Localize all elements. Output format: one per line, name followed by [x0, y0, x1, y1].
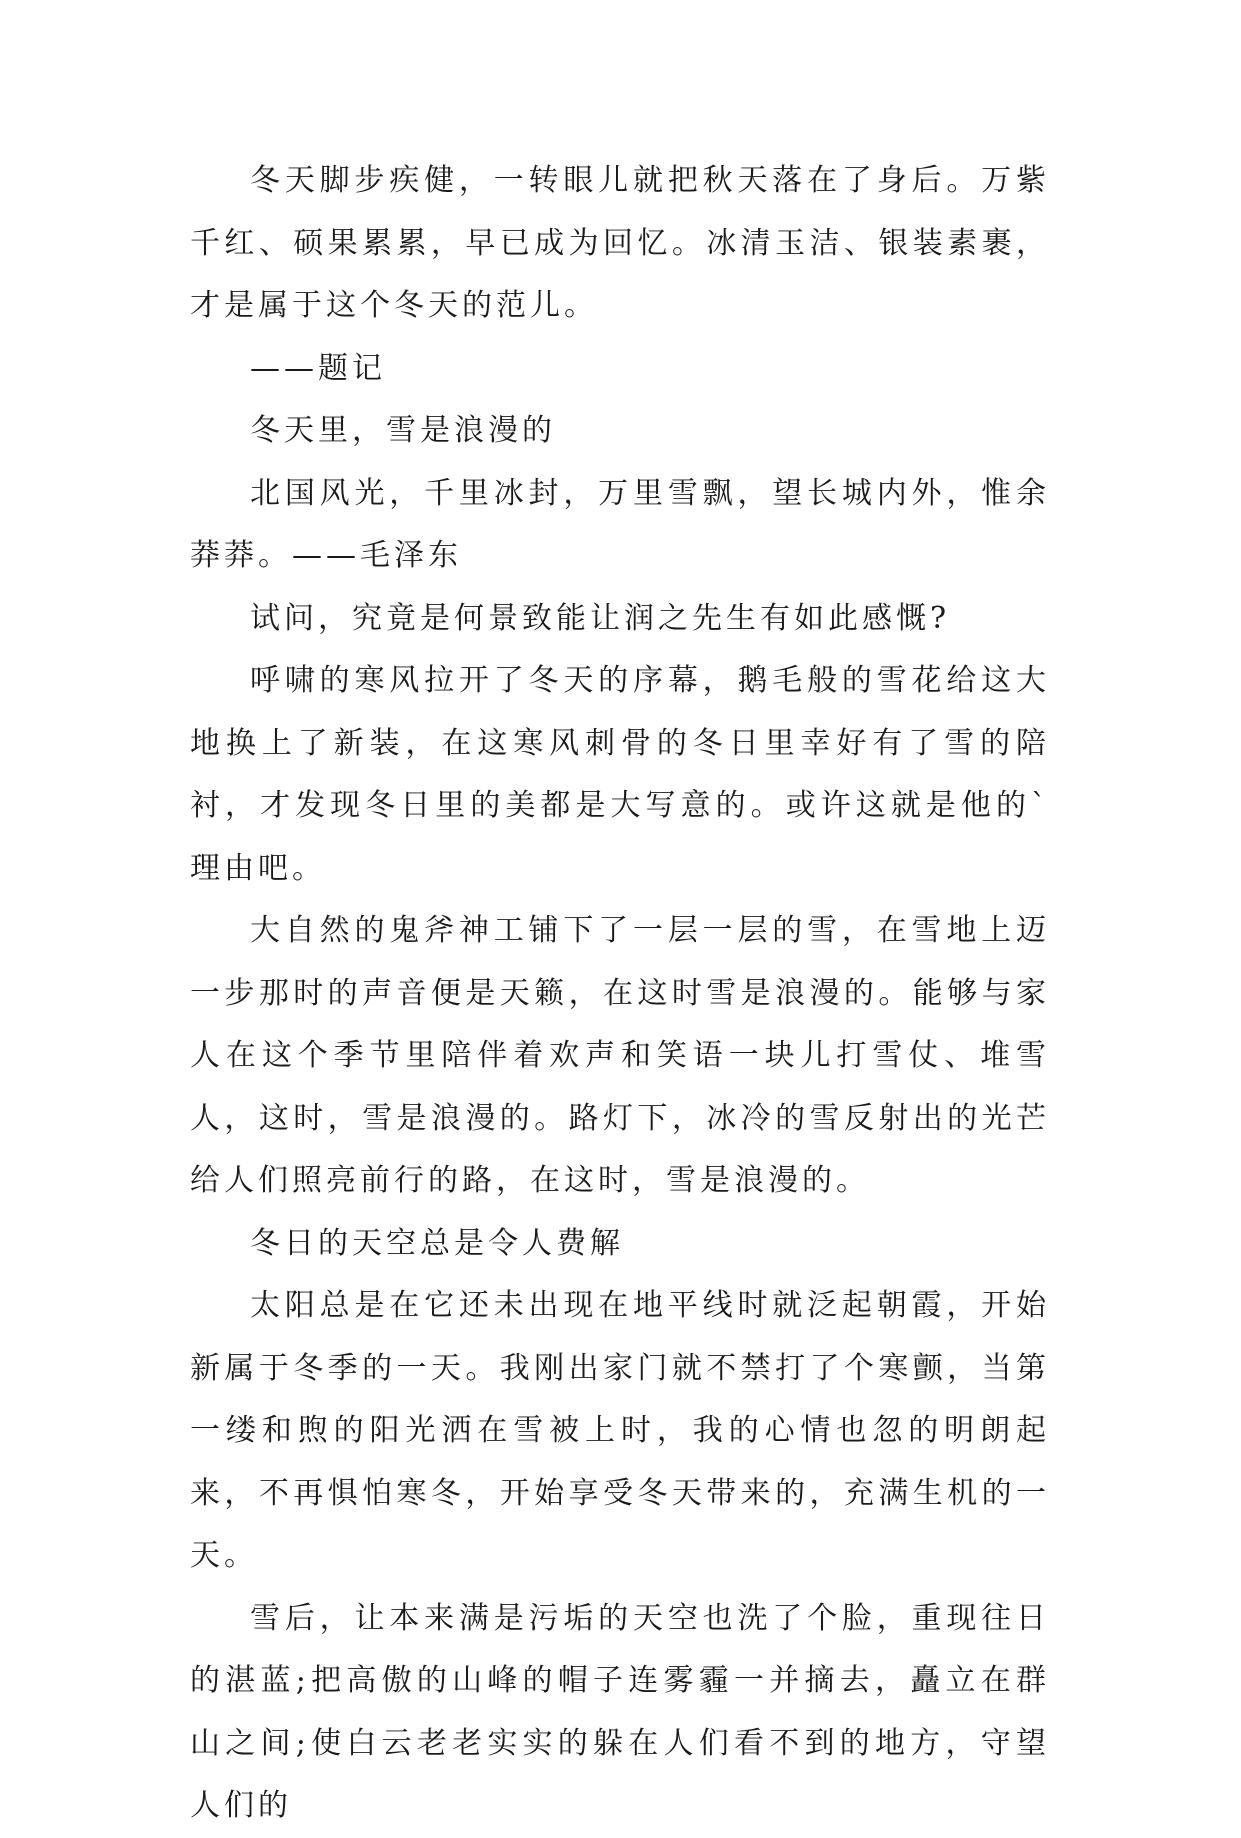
paragraph-sunrise: 太阳总是在它还未出现在地平线时就泛起朝霞，开始新属于冬季的一天。我刚出家门就不禁打了个寒颤，当第一缕和煦的阳光洒在雪被上时，我的心情也忽的明朗起来，不再惧怕寒冬，开始享受冬天带来的，充满生机的一天。 — [190, 1288, 1050, 1573]
document-body — [190, 150, 1050, 1838]
section-heading-snow-romantic: 冬天里，雪是浪漫的 — [250, 413, 556, 448]
paragraph-epigraph-note: ——题记 — [250, 350, 386, 386]
paragraph-quote: 北国风光，千里冰封，万里雪飘，望长城内外，惟余莽莽。——毛泽东 — [190, 475, 1050, 573]
paragraph-after-snow: 雪后，让本来满是污垢的天空也洗了个脸，重现往日的湛蓝;把高傲的山峰的帽子连雾霾一并摘去，矗立在群山之间;使白云老老实实的躲在人们看不到的地方，守望人们的 — [190, 1600, 1050, 1823]
paragraph-nature-snow: 大自然的鬼斧神工铺下了一层一层的雪，在雪地上迈一步那时的声音便是天籁，在这时雪是浪漫的。能够与家人在这个季节里陪伴着欢声和笑语一块儿打雪仗、堆雪人，这时，雪是浪漫的。路灯下，冰冷的雪反射出的光芒给人们照亮前行的路，在这时，雪是浪漫的。 — [190, 913, 1050, 1198]
paragraph-question: 试问，究竟是何景致能让润之先生有如此感慨? — [250, 600, 951, 636]
section-heading-winter-sky: 冬日的天空总是令人费解 — [250, 1225, 624, 1261]
paragraph-intro: 冬天脚步疾健，一转眼儿就把秋天落在了身后。万紫千红、硕果累累，早已成为回忆。冰清玉洁、银装素裹，才是属于这个冬天的范儿。 — [190, 163, 1050, 323]
paragraph-wind-snow: 呼啸的寒风拉开了冬天的序幕，鹅毛般的雪花给这大地换上了新装，在这寒风刺骨的冬日里幸好有了雪的陪衬，才发现冬日里的美都是大写意的。或许这就是他的`理由吧。 — [190, 663, 1050, 886]
